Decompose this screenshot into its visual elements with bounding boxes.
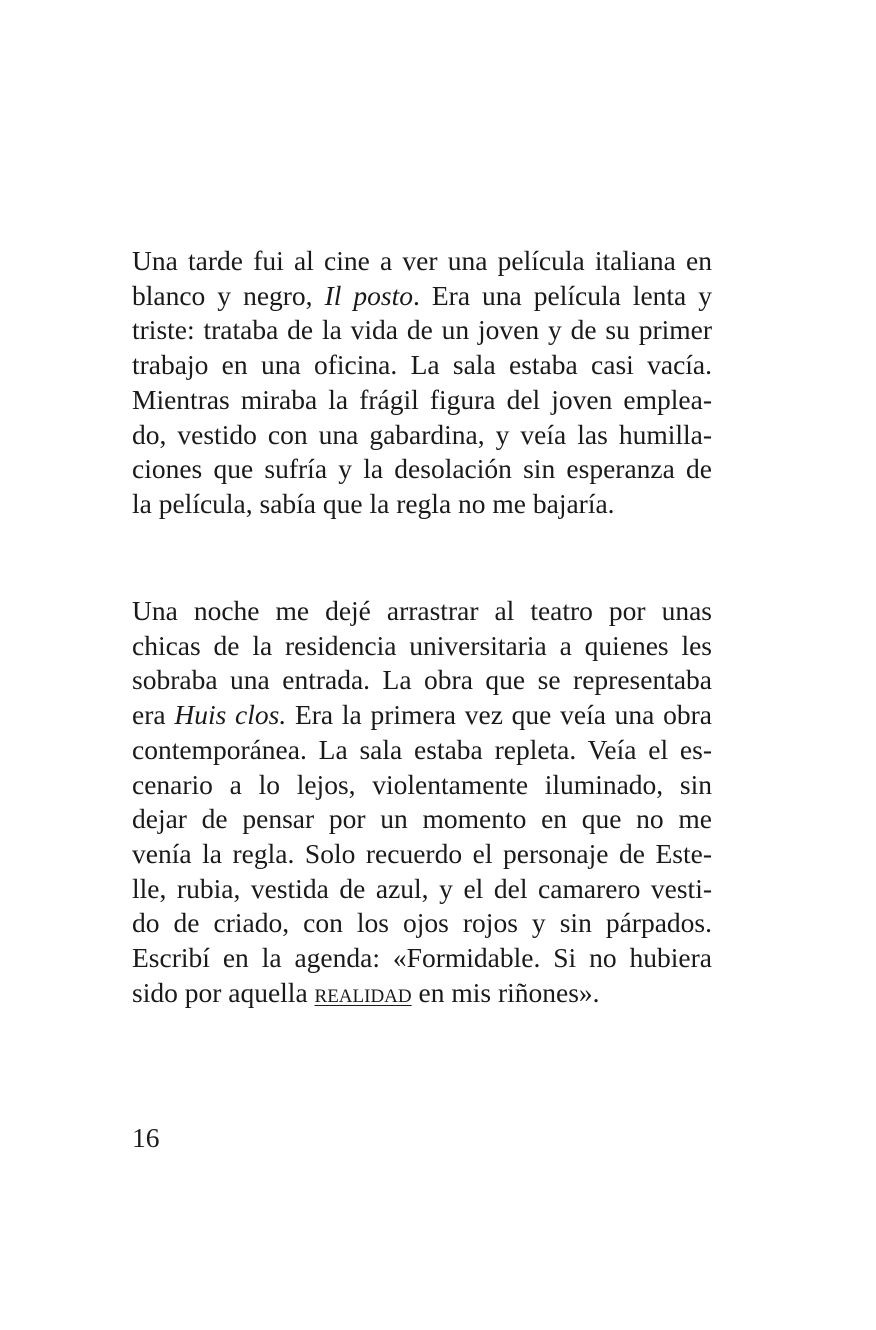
text-line: trabajo en una oficina. La sala estaba casi vacía. bbox=[132, 349, 712, 381]
text-line: Mientras miraba la frágil figura del joven emplea- bbox=[132, 383, 712, 415]
text-line: do de criado, con los ojos rojos y sin párpados. bbox=[132, 907, 712, 939]
text-line: triste: trataba de la vida de un joven y de su primer bbox=[132, 314, 712, 346]
text-line bbox=[132, 976, 712, 1011]
text-segment: Era la primera vez que veía una obra bbox=[286, 699, 712, 731]
text-line: cenario a lo lejos, violentamente iluminado, sin bbox=[132, 768, 712, 800]
text-segment: era bbox=[132, 699, 175, 731]
text-line: ciones que sufría y la desolación sin esperanza de bbox=[132, 453, 712, 485]
text-segment: blanco y negro, bbox=[132, 279, 325, 311]
play-title: Huis clos. bbox=[174, 699, 287, 731]
text-segment: . Era una película lenta y bbox=[412, 279, 713, 311]
paragraph-cinema bbox=[132, 244, 712, 522]
text-segment: en mis riñones». bbox=[411, 976, 600, 1008]
text-segment: sido por aquella bbox=[132, 976, 315, 1008]
text-line: Escribí en la agenda: «Formidable. Si no hubiera bbox=[132, 942, 712, 974]
text-line bbox=[132, 279, 712, 314]
text-line: contemporánea. La sala estaba repleta. Veía el es- bbox=[132, 733, 712, 765]
text-line: Una noche me dejé arrastrar al teatro por unas bbox=[132, 595, 712, 626]
text-line: la película, sabía que la regla no me bajaría. bbox=[132, 487, 615, 519]
text-line: venía la regla. Solo recuerdo el personaje de Este- bbox=[132, 837, 712, 869]
film-title: Il posto bbox=[324, 279, 413, 311]
emphasized-word: realidad bbox=[314, 976, 412, 1008]
text-line bbox=[132, 698, 712, 733]
text-line: lle, rubia, vestida de azul, y el del camarero vesti- bbox=[132, 872, 712, 904]
text-line: chicas de la residencia universitaria a quienes les bbox=[132, 629, 712, 661]
paragraph-theatre bbox=[132, 594, 712, 1010]
text-line: do, vestido con una gabardina, y veía las humilla- bbox=[132, 418, 712, 450]
text-line: dejar de pensar por un momento en que no me bbox=[132, 803, 712, 835]
text-line: sobraba una entrada. La obra que se representaba bbox=[132, 664, 712, 696]
page-number: 16 bbox=[132, 1122, 160, 1153]
text-line: Una tarde fui al cine a ver una película italiana en bbox=[132, 245, 712, 276]
